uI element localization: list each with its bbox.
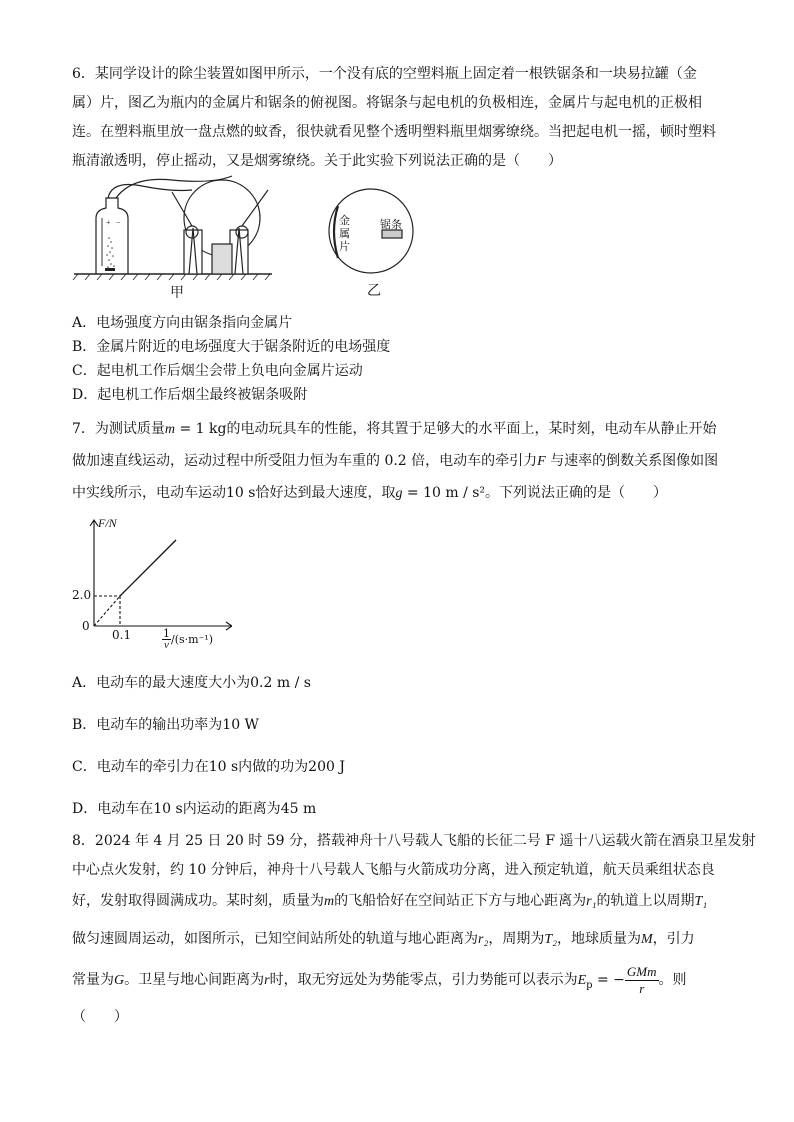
- q7-option-a: A．电动车的最大速度大小为0.2 m / s: [72, 675, 311, 691]
- q7-line-3: 中实线所示，电动车运动10 s恰好达到最大速度，取g = 10 m / s²。下列说法正确的是（ ）: [72, 485, 668, 501]
- graph-origin: 0: [82, 619, 90, 633]
- svg-text:−: −: [116, 218, 121, 227]
- figure-yi-saw-label: 锯条: [380, 218, 402, 231]
- q6-option-c: C．起电机工作后烟尘会带上负电向金属片运动: [72, 363, 363, 379]
- q6-line-2: 属）片，图乙为瓶内的金属片和锯条的俯视图。将锯条与起电机的负极相连，金属片与起电机的正极相: [72, 95, 702, 111]
- figure-yi-label: 乙: [367, 283, 381, 299]
- figure-yi-metal-label: 金 属 片: [339, 214, 350, 253]
- f-vs-inverse-v-graph: [72, 512, 232, 657]
- q6-option-a: A．电场强度方向由锯条指向金属片: [72, 315, 293, 331]
- graph-xtick: 0.1: [112, 628, 132, 642]
- q7-line-1: 7．为测试质量m = 1 kg的电动玩具车的性能，将其置于足够大的水平面上，某时刻，电动车从静止开始: [72, 421, 717, 437]
- dashed-segment: [94, 596, 120, 626]
- graph-ytick: 2.0: [72, 588, 92, 602]
- q7-option-b: B．电动车的输出功率为10 W: [72, 717, 259, 733]
- q6-option-d: D．起电机工作后烟尘最终被锯条吸附: [72, 387, 308, 403]
- graph-xlabel: 1 v /(s·m⁻¹): [163, 627, 214, 651]
- q8-line-5: 常量为G。卫星与地心间距离为r时，取无穷远处为势能零点，引力势能可以表示为$E_p$ = − GMm r 。则: [72, 963, 687, 996]
- q7-option-c: C．电动车的牵引力在10 s内做的功为200 J: [72, 759, 345, 775]
- q8-line-1: 8．2024 年 4 月 25 日 20 时 59 分，搭载神舟十八号载人飞船的长征二号 F 遥十八运载火箭在酒泉卫星发射: [72, 833, 756, 849]
- q7-line-2: 做加速直线运动，运动过程中所受阻力恒为车重的 0.2 倍，电动车的牵引力F 与速率的倒数关系图像如图: [72, 453, 719, 469]
- q8-line-3: 好，发射取得圆满成功。某时刻，质量为m的飞船恰好在空间站正下方与地心距离为r₁的轨道上以周期T₁: [72, 893, 708, 909]
- solid-line: [120, 540, 176, 596]
- svg-text:+: +: [106, 218, 111, 227]
- q6-line-1: 6．某同学设计的除尘装置如图甲所示，一个没有底的空塑料瓶上固定着一根铁锯条和一块易拉罐（金: [72, 66, 697, 82]
- q8-line-4: 做匀速圆周运动，如图所示，已知空间站所处的轨道与地心距离为r₂，周期为T₂，地球质量为M，引力: [72, 931, 695, 947]
- q6-option-b: B．金属片附近的电场强度大于锯条附近的电场强度: [72, 339, 391, 355]
- q8-line-2: 中心点火发射，约 10 分钟后，神舟十八号载人飞船与火箭成功分离，进入预定轨道，航天员乘组状态良: [72, 862, 715, 878]
- q8-line-6: （ ）: [72, 1009, 128, 1025]
- q7-option-d: D．电动车在10 s内运动的距离为45 m: [72, 801, 317, 817]
- graph-ylabel: F/N: [98, 516, 117, 530]
- q6-line-4: 瓶清澈透明，停止摇动，又是烟雾缭绕。关于此实验下列说法正确的是（ ）: [72, 153, 562, 169]
- figure-jia: [72, 170, 282, 300]
- figure-yi: [326, 186, 416, 302]
- q6-line-3: 连。在塑料瓶里放一盘点燃的蚊香，很快就看见整个透明塑料瓶里烟雾缭绕。当把起电机一摇，顿时塑料: [72, 124, 716, 140]
- figure-jia-label: 甲: [170, 285, 184, 301]
